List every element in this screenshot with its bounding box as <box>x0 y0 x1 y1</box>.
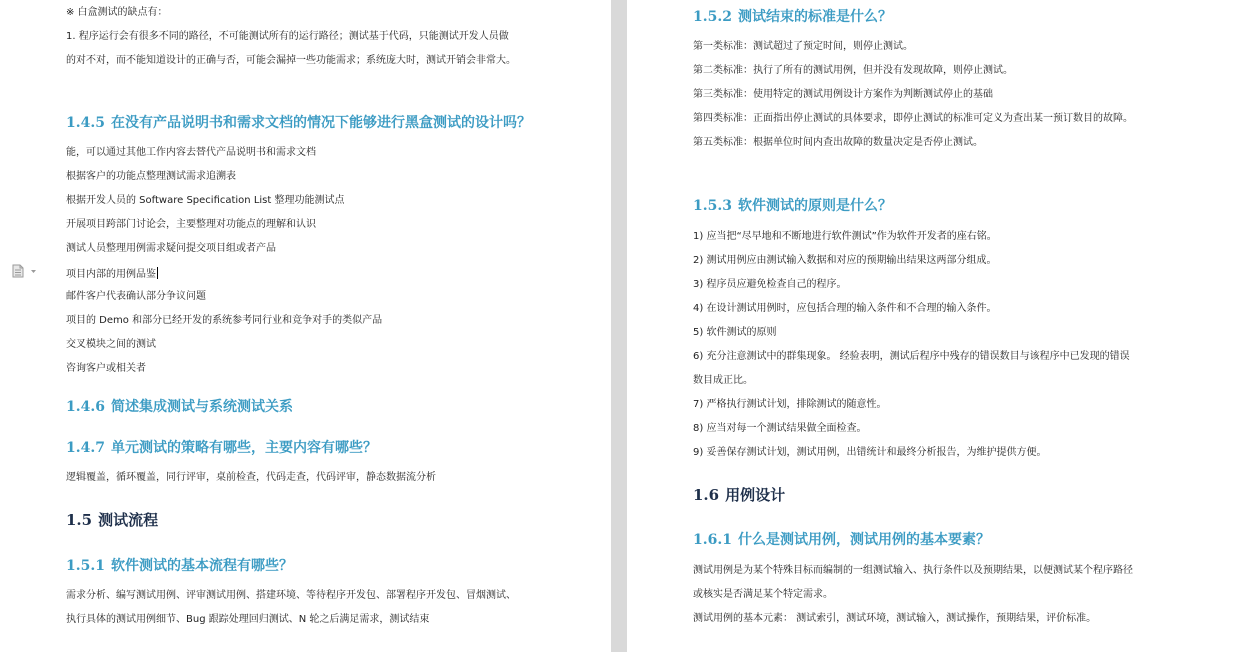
list-item: 6) 充分注意测试中的群集现象。 经验表明，测试后程序中残存的错误数目与该程序中已发现的错误 <box>693 351 1130 362</box>
heading-1-4-7 <box>66 439 377 457</box>
heading-number: 1.4.5 <box>66 115 105 131</box>
heading-1-6 <box>693 486 785 504</box>
list-item: 3) 程序员应避免检查自己的程序。 <box>693 279 847 290</box>
paragraph: 的对不对，而不能知道设计的正确与否，可能会漏掉一些功能需求；系统庞大时，测试开销会非常大。 <box>66 55 516 66</box>
document-page-left <box>0 0 611 652</box>
list-item: 第三类标准：使用特定的测试用例设计方案作为判断测试停止的基础 <box>693 89 993 100</box>
paragraph: 1. 程序运行会有很多不同的路径，不可能测试所有的运行路径；测试基于代码，只能测试开发人员做 <box>66 31 509 42</box>
heading-number: 1.4.7 <box>66 440 105 456</box>
paragraph: ※ 白盒测试的缺点有： <box>66 7 168 18</box>
document-page-right <box>627 0 1240 652</box>
list-item: 开展项目跨部门讨论会，主要整理对功能点的理解和认识 <box>66 219 316 230</box>
heading-number: 1.6.1 <box>693 532 732 548</box>
heading-1-5-2 <box>693 8 892 26</box>
paragraph: 逻辑覆盖，循环覆盖，同行评审，桌前检查，代码走查，代码评审，静态数据流分析 <box>66 472 436 483</box>
heading-number: 1.5.2 <box>693 9 732 25</box>
heading-title: 什么是测试用例，测试用例的基本要素？ <box>737 532 990 548</box>
heading-1-5-1 <box>66 557 293 575</box>
list-item-with-cursor[interactable] <box>66 267 158 281</box>
list-item: 邮件客户代表确认部分争议问题 <box>66 291 206 302</box>
list-item: 7) 严格执行测试计划，排除测试的随意性。 <box>693 399 887 410</box>
heading-number: 1.4.6 <box>66 399 105 415</box>
list-item: 第五类标准：根据单位时间内查出故障的数量决定是否停止测试。 <box>693 137 983 148</box>
heading-number: 1.5 <box>66 511 93 529</box>
list-item-continuation: 数目成正比。 <box>693 375 753 386</box>
list-item: 能，可以通过其他工作内容去替代产品说明书和需求文档 <box>66 147 316 158</box>
heading-title: 单元测试的策略有哪些，主要内容有哪些？ <box>110 440 377 456</box>
list-item: 项目的 Demo 和部分已经开发的系统参考同行业和竞争对手的类似产品 <box>66 315 383 326</box>
paragraph: 需求分析、编写测试用例、评审测试用例、搭建环境、等待程序开发包、部署程序开发包、冒烟测试、 <box>66 590 516 601</box>
heading-title: 测试结束的标准是什么？ <box>737 9 892 25</box>
list-item: 5) 软件测试的原则 <box>693 327 777 338</box>
heading-1-4-6 <box>66 398 293 416</box>
heading-number: 1.6 <box>693 486 720 504</box>
paragraph: 或核实是否满足某个特定需求。 <box>693 589 833 600</box>
list-item: 9) 妥善保存测试计划，测试用例，出错统计和最终分析报告，为维护提供方便。 <box>693 447 1047 458</box>
page-gap <box>611 0 627 652</box>
list-item: 测试人员整理用例需求疑问提交项目组或者产品 <box>66 243 276 254</box>
heading-title: 用例设计 <box>725 486 786 504</box>
paragraph: 测试用例的基本元素： 测试索引，测试环境，测试输入，测试操作，预期结果，评价标准。 <box>693 613 1097 624</box>
list-item-text: 项目内部的用例品鉴 <box>66 269 156 280</box>
heading-1-4-5 <box>66 114 531 132</box>
heading-title: 软件测试的原则是什么？ <box>737 198 892 214</box>
document-page-icon[interactable] <box>12 264 36 278</box>
list-item: 第四类标准：正面指出停止测试的具体要求，即停止测试的标准可定义为查出某一预订数目的故障。 <box>693 113 1133 124</box>
list-item: 1) 应当把“尽早地和不断地进行软件测试”作为软件开发者的座右铭。 <box>693 231 997 242</box>
heading-title: 简述集成测试与系统测试关系 <box>110 399 293 415</box>
heading-title: 在没有产品说明书和需求文档的情况下能够进行黑盒测试的设计吗？ <box>110 115 531 131</box>
heading-title: 软件测试的基本流程有哪些？ <box>110 558 293 574</box>
list-item: 咨询客户或相关者 <box>66 363 146 374</box>
heading-1-5 <box>66 511 158 529</box>
heading-number: 1.5.1 <box>66 558 105 574</box>
list-item: 第二类标准：执行了所有的测试用例，但并没有发现故障，则停止测试。 <box>693 65 1013 76</box>
list-item: 交叉模块之间的测试 <box>66 339 156 350</box>
list-item: 4) 在设计测试用例时，应包括合理的输入条件和不合理的输入条件。 <box>693 303 997 314</box>
list-item: 根据开发人员的 Software Specification List 整理功能测试点 <box>66 195 345 206</box>
list-item: 第一类标准：测试超过了预定时间，则停止测试。 <box>693 41 913 52</box>
list-item: 根据客户的功能点整理测试需求追溯表 <box>66 171 236 182</box>
heading-number: 1.5.3 <box>693 198 732 214</box>
paragraph: 执行具体的测试用例细节、Bug 跟踪处理回归测试、N 轮之后满足需求，测试结束 <box>66 614 430 625</box>
heading-title: 测试流程 <box>98 511 159 529</box>
heading-1-6-1 <box>693 531 990 549</box>
list-item: 8) 应当对每一个测试结果做全面检查。 <box>693 423 867 434</box>
text-cursor <box>157 267 158 279</box>
heading-1-5-3 <box>693 197 892 215</box>
list-item: 2) 测试用例应由测试输入数据和对应的预期输出结果这两部分组成。 <box>693 255 997 266</box>
paragraph: 测试用例是为某个特殊目标而编制的一组测试输入、执行条件以及预期结果，以便测试某个程序路径 <box>693 565 1133 576</box>
